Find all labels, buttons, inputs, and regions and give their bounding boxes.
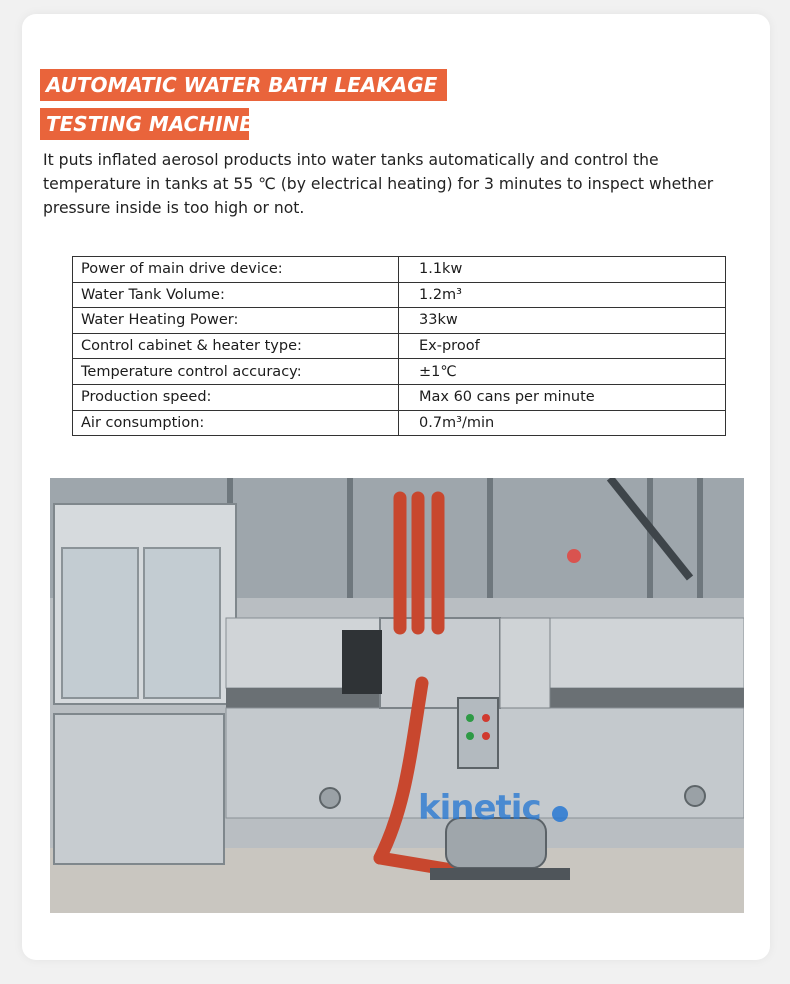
spec-label: Power of main drive device: [73, 257, 399, 283]
control-button-green [466, 732, 474, 740]
spec-value: Max 60 cans per minute [399, 384, 726, 410]
spec-value: 0.7m³/min [399, 410, 726, 436]
cabinet-door-right [144, 548, 220, 698]
control-box [458, 698, 498, 768]
table-row [73, 410, 726, 436]
table-row [73, 359, 726, 385]
spec-value: 1.2m³ [399, 282, 726, 308]
spec-label: Production speed: [73, 384, 399, 410]
specifications-table [72, 256, 726, 436]
page-title-line-2: TESTING MACHINE: [40, 108, 249, 140]
black-panel [342, 630, 382, 694]
spec-label: Water Heating Power: [73, 308, 399, 334]
control-light-red [482, 714, 490, 722]
spec-label: Water Tank Volume: [73, 282, 399, 308]
spec-value: 33kw [399, 308, 726, 334]
table-row [73, 333, 726, 359]
spec-label: Temperature control accuracy: [73, 359, 399, 385]
machine-description: It puts inflated aerosol products into water tanks automatically and control the temperature in tanks at 55 ℃ (by electrical heating) for 3 minutes to inspect whether pressure inside is too high or not. [43, 151, 714, 217]
control-light-green [466, 714, 474, 722]
table-row [73, 257, 726, 283]
spec-label: Control cabinet & heater type: [73, 333, 399, 359]
spec-label: Air consumption: [73, 410, 399, 436]
table-row [73, 308, 726, 334]
spec-value: ±1℃ [399, 359, 726, 385]
control-button-red [482, 732, 490, 740]
table-row [73, 384, 726, 410]
left-base-cabinet [54, 714, 224, 864]
spec-value: Ex-proof [399, 333, 726, 359]
drain-valve-right [685, 786, 705, 806]
side-panel [500, 618, 550, 708]
wall-sign [567, 549, 581, 563]
brand-dot-icon [552, 806, 568, 822]
spec-value: 1.1kw [399, 257, 726, 283]
page-title-line-1: AUTOMATIC WATER BATH LEAKAGE [40, 69, 447, 101]
table-row [73, 282, 726, 308]
brand-watermark: kinetic [418, 788, 541, 828]
cabinet-door-left [62, 548, 138, 698]
blower-base [430, 868, 570, 880]
machine-photo [50, 478, 744, 913]
machine-illustration [50, 478, 744, 913]
drain-valve-left [320, 788, 340, 808]
